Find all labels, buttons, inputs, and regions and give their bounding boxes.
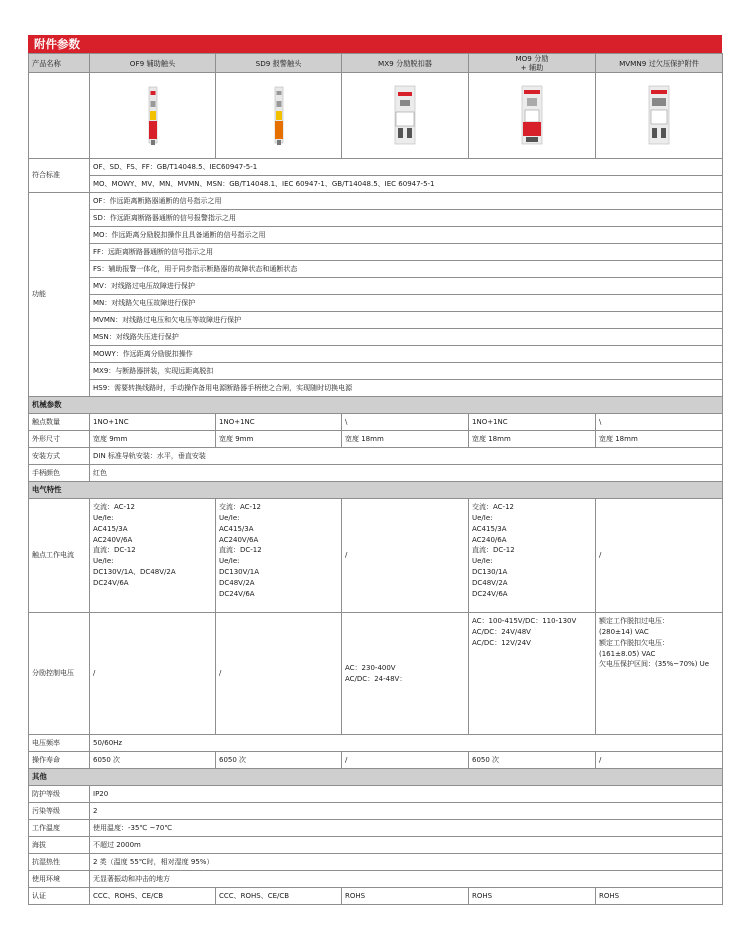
- standard-line-2: MO、MOWY、MV、MN、MVMN、MSN：GB/T14048.1、IEC 60947-1、GB/T14048.5、IEC 60947-5-1: [90, 176, 723, 193]
- pollution-label: 污染等级: [29, 803, 90, 820]
- section-other: 其他: [29, 769, 723, 786]
- contacts-label: 触点数量: [29, 414, 90, 431]
- life-value: 6050 次: [469, 752, 596, 769]
- mount-value: DIN 标准导轨安装：水平，垂直安装: [90, 448, 723, 465]
- cert-label: 认证: [29, 888, 90, 905]
- dims-value: 宽度 18mm: [596, 431, 723, 448]
- mo9-device-image: [469, 73, 596, 159]
- handle-color-value: 红色: [90, 465, 723, 482]
- contacts-value: 1NO+1NC: [469, 414, 596, 431]
- mount-label: 安装方式: [29, 448, 90, 465]
- function-item: OF：作远距离断路器通断的信号指示之用: [90, 193, 723, 210]
- environment-label: 使用环境: [29, 871, 90, 888]
- function-item: MN：对线路欠电压故障进行保护: [90, 295, 723, 312]
- accessory-params-sheet: [28, 35, 722, 905]
- life-value: 6050 次: [216, 752, 342, 769]
- ip-label: 防护等级: [29, 786, 90, 803]
- cert-value: CCC、ROHS、CE/CB: [90, 888, 216, 905]
- altitude-value: 不超过 2000m: [90, 837, 723, 854]
- voltage-label: 分励控制电压: [29, 613, 90, 735]
- standard-label: 符合标准: [29, 159, 90, 193]
- section-title: 附件参数: [28, 35, 722, 53]
- life-value: /: [596, 752, 723, 769]
- function-item: MOWY：作远距离分励脱扣操作: [90, 346, 723, 363]
- header-mo9: [469, 54, 596, 73]
- life-label: 操作寿命: [29, 752, 90, 769]
- humidity-value: 2 类（温度 55℃时，相对湿度 95%）: [90, 854, 723, 871]
- function-item: MVMN：对线路过电压和欠电压等故障进行保护: [90, 312, 723, 329]
- function-item: FS：辅助报警一体化，用于同步指示断路器的故障状态和通断状态: [90, 261, 723, 278]
- dims-value: 宽度 9mm: [90, 431, 216, 448]
- handle-color-label: 手柄颜色: [29, 465, 90, 482]
- pollution-value: 2: [90, 803, 723, 820]
- ip-value: IP20: [90, 786, 723, 803]
- function-item: HS9：需要转换线路时，手动操作备用电源断路器手柄使之合闸，实现随时切换电源: [90, 380, 723, 397]
- current-of9: 交流：AC-12 Ue/Ie: AC415/3A AC240V/6A 直流：DC-12 Ue/Ie: DC130V/1A、DC48V/2A DC24V/6A: [90, 499, 216, 613]
- params-table: [28, 53, 723, 905]
- function-item: FF：远距离断路器通断的信号指示之用: [90, 244, 723, 261]
- current-sd9: 交流：AC-12 Ue/Ie: AC415/3A AC240V/6A 直流：DC-12 Ue/Ie: DC130V/1A DC48V/2A DC24V/6A: [216, 499, 342, 613]
- image-row: [29, 73, 723, 159]
- header-mo9-line1: MO9 分励: [515, 54, 549, 63]
- contacts-value: \: [342, 414, 469, 431]
- dims-value: 宽度 9mm: [216, 431, 342, 448]
- cert-value: ROHS: [596, 888, 723, 905]
- life-value: 6050 次: [90, 752, 216, 769]
- dims-label: 外形尺寸: [29, 431, 90, 448]
- voltage-mvmn9: 额定工作脱扣过电压： (280±14) VAC 额定工作脱扣欠电压： (161±8.05) VAC 欠电压保护区间：(35%~70%) Ue: [596, 613, 723, 735]
- contacts-value: 1NO+1NC: [216, 414, 342, 431]
- cert-value: ROHS: [342, 888, 469, 905]
- header-mvmn9: MVMN9 过欠压保护附件: [596, 54, 723, 73]
- environment-value: 无显著振动和冲击的地方: [90, 871, 723, 888]
- dims-value: 宽度 18mm: [342, 431, 469, 448]
- temp-label: 工作温度: [29, 820, 90, 837]
- sd9-device-image: [216, 73, 342, 159]
- function-item: MSN：对线路失压进行保护: [90, 329, 723, 346]
- altitude-label: 海拔: [29, 837, 90, 854]
- section-mechanical: 机械参数: [29, 397, 723, 414]
- current-label: 触点工作电流: [29, 499, 90, 613]
- humidity-label: 抗湿热性: [29, 854, 90, 871]
- header-sd9: SD9 报警触头: [216, 54, 342, 73]
- voltage-mx9: AC：230-400V AC/DC：24-48V：: [342, 613, 469, 735]
- temp-value: 使用温度：-35℃ ~70℃: [90, 820, 723, 837]
- mx9-device-image: [342, 73, 469, 159]
- current-mo9: 交流：AC-12 Ue/Ie: AC415/3A AC240/6A 直流：DC-12 Ue/Ie: DC130/1A DC48V/2A DC24V/6A: [469, 499, 596, 613]
- voltage-sd9: /: [216, 613, 342, 735]
- cert-value: CCC、ROHS、CE/CB: [216, 888, 342, 905]
- function-item: MX9：与断路器拼装，实现远距离脱扣: [90, 363, 723, 380]
- standard-line-1: OF、SD、FS、FF：GB/T14048.5、IEC60947-5-1: [90, 159, 723, 176]
- mvmn9-device-image: [596, 73, 723, 159]
- current-mvmn9: /: [596, 499, 723, 613]
- dims-value: 宽度 18mm: [469, 431, 596, 448]
- function-label: 功能: [29, 193, 90, 397]
- section-electrical: 电气特性: [29, 482, 723, 499]
- header-mo9-line2: + 辅助: [520, 63, 544, 72]
- freq-value: 50/60Hz: [90, 735, 723, 752]
- header-of9: OF9 辅助触头: [90, 54, 216, 73]
- contacts-value: 1NO+1NC: [90, 414, 216, 431]
- voltage-of9: /: [90, 613, 216, 735]
- of9-device-image: [90, 73, 216, 159]
- header-mx9: MX9 分励脱扣器: [342, 54, 469, 73]
- contacts-value: \: [596, 414, 723, 431]
- function-item: MV：对线路过电压故障进行保护: [90, 278, 723, 295]
- current-mx9: /: [342, 499, 469, 613]
- cert-value: ROHS: [469, 888, 596, 905]
- voltage-mo9: AC：100-415V/DC：110-130V AC/DC：24V/48V AC/DC：12V/24V: [469, 613, 596, 735]
- freq-label: 电压频率: [29, 735, 90, 752]
- function-item: MO：作远距离分励脱扣操作且具备通断的信号指示之用: [90, 227, 723, 244]
- header-name: 产品名称: [29, 54, 90, 73]
- function-item: SD：作远距离断路器通断的信号报警指示之用: [90, 210, 723, 227]
- header-row: [29, 54, 723, 73]
- life-value: /: [342, 752, 469, 769]
